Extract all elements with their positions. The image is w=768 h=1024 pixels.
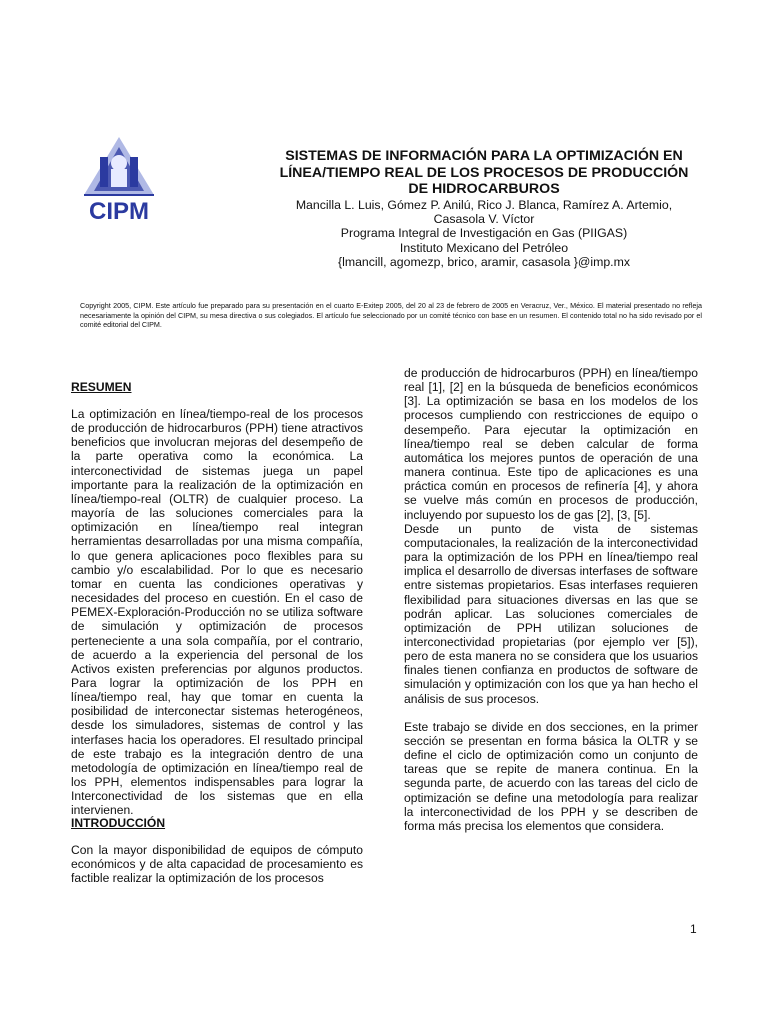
author-emails: {lmancill, agomezp, brico, aramir, casasola }@imp.mx [337,255,630,270]
resumen-heading: RESUMEN [71,380,132,394]
authors-line-2: Casasola V. Víctor [433,211,535,226]
institute-name: Instituto Mexicano del Petróleo [399,240,569,255]
paper-header [262,148,706,270]
right-column-body [404,366,698,833]
resumen-paragraph: La optimización en línea/tiempo-real de los procesos de producción de hidrocarburos (PPH) tiene atractivos beneficios que involucran mejoras del desempeño de la parte operativa como la económica. La interconectividad de sistemas juega un papel importante para la realización de la optimización en línea/tiempo-real (OLTR) de cualquier proceso. La mayoría de las soluciones comerciales para la optimización en línea/tiempo real integran herramientas desarrolladas por una misma compañía, lo que genera aplicaciones poco flexibles para su cambio y/o escalabilidad. Por lo que es necesario tomar en cuenta las condiciones operativas y necesidades del proceso en cuestión. En el caso de PEMEX-Exploración-Producción no se utiliza software de simulación y optimización de procesos perteneciente a una sola compañía, por el contrario, de acuerdo a la experiencia del personal de los Activos existen preferencias por algunos productos. Para lograr la optimización de los PPH en línea/tiempo real, hay que tomar en cuenta la posibilidad de interconectar sistemas heterogéneos, desde los simuladores, sistemas de control y las interfases hacia los operadores. El resultado principal de este trabajo es la integración dentro de una metodología de optimización en línea/tiempo real de los PPH, elementos indispensables para lograr la Interconectividad de los sistemas que en ella intervienen. [71,407,363,818]
copyright-notice: Copyright 2005, CIPM. Este artículo fue preparado para su presentación en el cuarto E-Exitep 2005, del 20 al 23 de febrero de 2005 en Veracruz, Ver., México. El material presentado no refleja necesariamente la opinión del CIPM, su mesa directiva o sus colegiados. El artículo fue seleccionado por un comité técnico con base en un resumen. El contenido total no ha sido revisado por el comité editorial del CIPM. [80,301,702,330]
paper-title-line-2: LÍNEA/TIEMPO REAL DE LOS PROCESOS DE PRODUCCIÓN [279,164,689,181]
introduccion-paragraph: Con la mayor disponibilidad de equipos de cómputo económicos y de alta capacidad de procesamiento es factible realizar la optimización de los procesos [71,843,363,886]
cipm-logo-graphic [78,133,160,223]
cipm-logo [78,133,160,223]
paper-title-line-3: DE HIDROCARBUROS [408,181,560,197]
introduccion-heading: INTRODUCCIÓN [71,816,166,830]
resumen-body [71,407,363,818]
right-paragraph-3: Este trabajo se divide en dos secciones, en la primer sección se presentan en forma básica la OLTR y se define el ciclo de optimización como un conjunto de tareas que se repite de manera continua. En la segunda parte, de acuerdo con las tareas del ciclo de optimización se define una metodología para realizar la interconectividad de los PPH y se describen de forma más precisa los elementos que considera. [404,719,698,833]
right-paragraph-1: de producción de hidrocarburos (PPH) en línea/tiempo real [1], [2] en la búsqueda de beneficios económicos [3]. La optimización se basa en los modelos de los procesos cumpliendo con restricciones de equipo o desempeño. Para ejecutar la optimización en línea/tiempo real se deben calcular de forma automática los mejores puntos de operación de una manera continua. Este tipo de aplicaciones es una práctica común en procesos de refinería [4], y ahora se vuelve más común en procesos de producción, incluyendo por supuesto los de gas [2], [3, [5]. [404,366,698,522]
introduccion-body [71,843,363,885]
page-number: 1 [690,922,697,936]
paper-title-line-1: SISTEMAS DE INFORMACIÓN PARA LA OPTIMIZACIÓN EN [285,148,683,164]
logo-text: CIPM [89,198,149,223]
authors-line-1: Mancilla L. Luis, Gómez P. Anilú, Rico J. Blanca, Ramírez A. Artemio, [295,197,673,212]
program-name: Programa Integral de Investigación en Gas (PIIGAS) [340,226,628,241]
right-paragraph-2: Desde un punto de vista de sistemas computacionales, la realización de la interconectividad para la optimización de los PPH en línea/tiempo real implica el desarrollo de diversas interfases de software entre sistemas propietarios. Esas interfases requieren flexibilidad para situaciones diversas en las que se podrán aplicar. Las soluciones comerciales de optimización de PPH utilizan soluciones de interconectividad propietarias (por ejemplo ver [5]), pero de esta manera no se considera que los usuarios finales tienen confianza en productos de software de simulación y optimización con los que ya han hecho el análisis de sus procesos. [404,521,698,706]
